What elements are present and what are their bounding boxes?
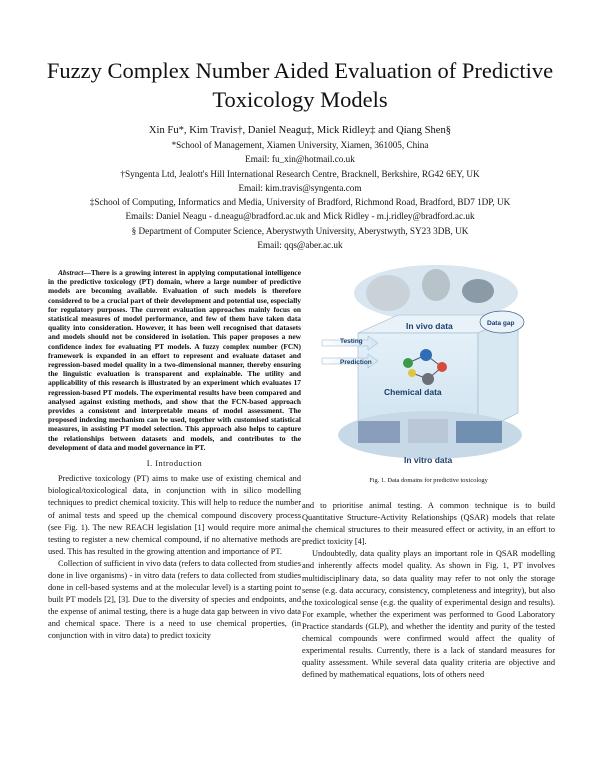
intro-paragraph-4: Undoubtedly, data quality plays an important role in QSAR modelling and inherently affects model quality. As shown in Fig. 1, PT involves multidisciplinary data, so data quality may refer to not only the storage sense (e.g. data accuracy, consistency, completeness and integrity), but also the toxicological sense (e.g. the quality of experimental design and results). For example, whether the experiment was performed to Good Laboratory Practice standards (GLP), and whether the identity and purity of the tested chemical compounds were confirmed would affect the quality of experimental results. Currently, there is a lack of standard measures for quality assessment. While several data quality criteria are objective and defined by mathematical equations, lots of others need bbox=[302, 549, 555, 680]
affiliation-2: †Syngenta Ltd, Jealott's Hill International Research Centre, Bracknell, Berkshire, RG42 6EY, UK bbox=[120, 168, 480, 179]
abstract-text: —There is a growing interest in applying computational intelligence in the predictive toxicology (PT) domain, where a large number of predictive models are becoming available. Evaluation of such models is therefore considered to be a crucial part of their development and potential use, especially for regulatory purposes. The current evaluation approaches mainly focus on statistical measures of model performance, and few of them have taken data quality into consideration. However, it has been well recognised that datasets and models should not be considered in isolation. This paper proposes a new confidence index for evaluating PT models. A fuzzy complex number (FCN) framework is expanded in an effort to represent and evaluate dataset and regression-based model quality in a two-dimensional manner, thereby ensuring the linguistic evaluation is transparent and explainable. The utility and applicability of this research is illustrated by an experiment which evaluates 17 regression-based PT models. The experimental results have been compared and analysed against existing methods, and show that the FCN-based approach provides a consistent and interpretable means of model assessment. The proposed indexing mechanism can be used, together with customised statistical measures, in assisting PT model selection. This approach also helps to capture the relationships between datasets and models, and contributes to the development of data and model governance in PT. bbox=[48, 268, 301, 452]
paper-title: Fuzzy Complex Number Aided Evaluation of Predictive Toxicology Models bbox=[46, 58, 554, 112]
abstract bbox=[48, 268, 301, 452]
affiliation-1: *School of Management, Xiamen University, Xiamen, 361005, China bbox=[171, 140, 429, 150]
email-1: Email: fu_xin@hotmail.co.uk bbox=[245, 154, 355, 165]
figure-label-in-vivo: In vivo data bbox=[406, 321, 453, 331]
affiliation-3: ‡School of Computing, Informatics and Media, University of Bradford, Richmond Road, Bradford, BD7 1DP, UK bbox=[89, 197, 511, 208]
intro-paragraph-3: and to prioritise animal testing. A common technique is to build Quantitative Structure-Activity Relationships (QSAR) models that relate the chemical structures to their measured effect or activity, in an effort to predict toxicity [4]. bbox=[302, 501, 555, 547]
email-3: Emails: Daniel Neagu - d.neagu@bradford.ac.uk and Mick Ridley - m.j.ridley@bradford.ac.uk bbox=[125, 211, 475, 222]
figure-label-chemical: Chemical data bbox=[384, 387, 442, 397]
intro-paragraph-1: Predictive toxicology (PT) aims to make use of existing chemical and biological/toxicological data, in conjunction with in silico modelling techniques to predict chemical toxicity. This will help to reduce the number of animal tests and speed up the chemical compound discovery process (see Fig. 1). The new REACH legislation [1] would require more animal testing to register a new chemical compound, if no alternative methods are used. This has resulted in the growing attention and importance of PT. bbox=[48, 474, 301, 556]
abstract-label: Abstract bbox=[58, 268, 84, 277]
intro-paragraph-2: Collection of sufficient in vivo data (refers to data collected from studies done in live organisms) - in vitro data (refers to data collected from studies done in cell-based systems and at the molecular level) is a starting point to built PT models [2], [3]. Due to the diversity of species and endpoints, and the expense of animal testing, there is a huge data gap between in vivo data and chemical space. There is a need to use chemical properties, (in conjunction with in vitro data) to predict toxicity bbox=[48, 558, 301, 641]
author-names: Xin Fu*, Kim Travis†, Daniel Neagu‡, Mick Ridley‡ and Qiang Shen§ bbox=[148, 125, 452, 136]
figure-label-data-gap: Data gap bbox=[487, 320, 515, 327]
affiliation-4: § Department of Computer Science, Aberystwyth University, Aberystwyth, SY23 3DB, UK bbox=[131, 225, 469, 236]
figure-caption: Fig. 1. Data domains for predictive toxicology bbox=[369, 477, 488, 484]
right-column bbox=[302, 500, 555, 681]
author-block bbox=[40, 124, 560, 252]
figure-label-prediction: Prediction bbox=[340, 359, 372, 366]
email-4: Email: qqs@aber.ac.uk bbox=[257, 240, 343, 251]
section-heading: I. Introduction bbox=[146, 459, 203, 469]
figure-label-testing: Testing bbox=[340, 338, 363, 345]
figure-label-in-vitro: In vitro data bbox=[404, 455, 453, 465]
email-2: Email: kim.travis@syngenta.com bbox=[238, 182, 362, 193]
left-column bbox=[48, 268, 301, 643]
figure-data-domains bbox=[318, 263, 544, 468]
